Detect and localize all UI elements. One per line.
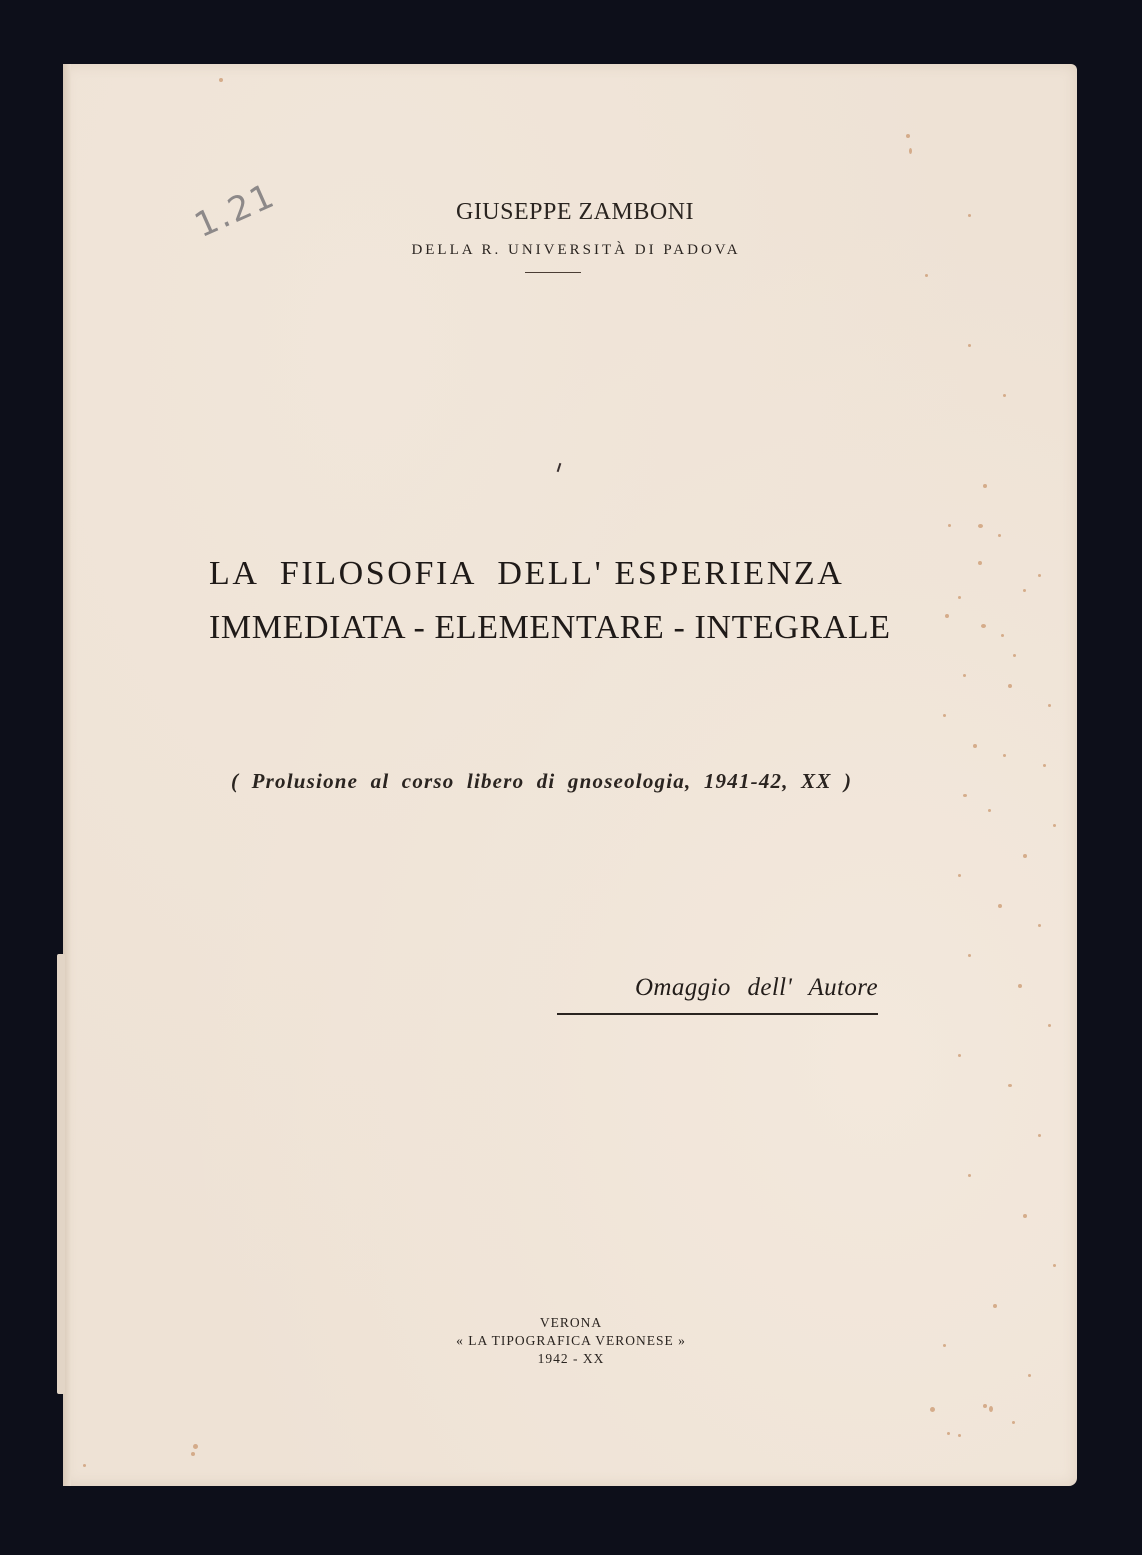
book-subtitle: ( Prolusione al corso libero di gnoseologia, 1941-42, XX ): [231, 769, 853, 793]
title-line-2: IMMEDIATA - ELEMENTARE - INTEGRALE: [209, 609, 891, 646]
pencil-annotation: 1.21: [188, 175, 282, 246]
divider-rule: [525, 272, 581, 273]
author-affiliation: DELLA R. UNIVERSITÀ DI PADOVA: [411, 242, 741, 258]
imprint-city: VERONA: [539, 1315, 603, 1330]
ink-mark: [557, 463, 562, 472]
imprint-publisher: « LA TIPOGRAFICA VERONESE »: [456, 1333, 686, 1348]
dedication-underline: [557, 1013, 878, 1015]
title-line-1: LA FILOSOFIA DELL' ESPERIENZA: [209, 555, 845, 592]
book-cover: [63, 64, 1077, 1486]
publisher-imprint: [63, 1314, 1077, 1368]
book-title: [209, 547, 949, 655]
dedication-text: Omaggio dell' Autore: [634, 974, 878, 1001]
author-name: GIUSEPPE ZAMBONI: [455, 199, 694, 225]
imprint-year: 1942 - XX: [537, 1351, 605, 1366]
